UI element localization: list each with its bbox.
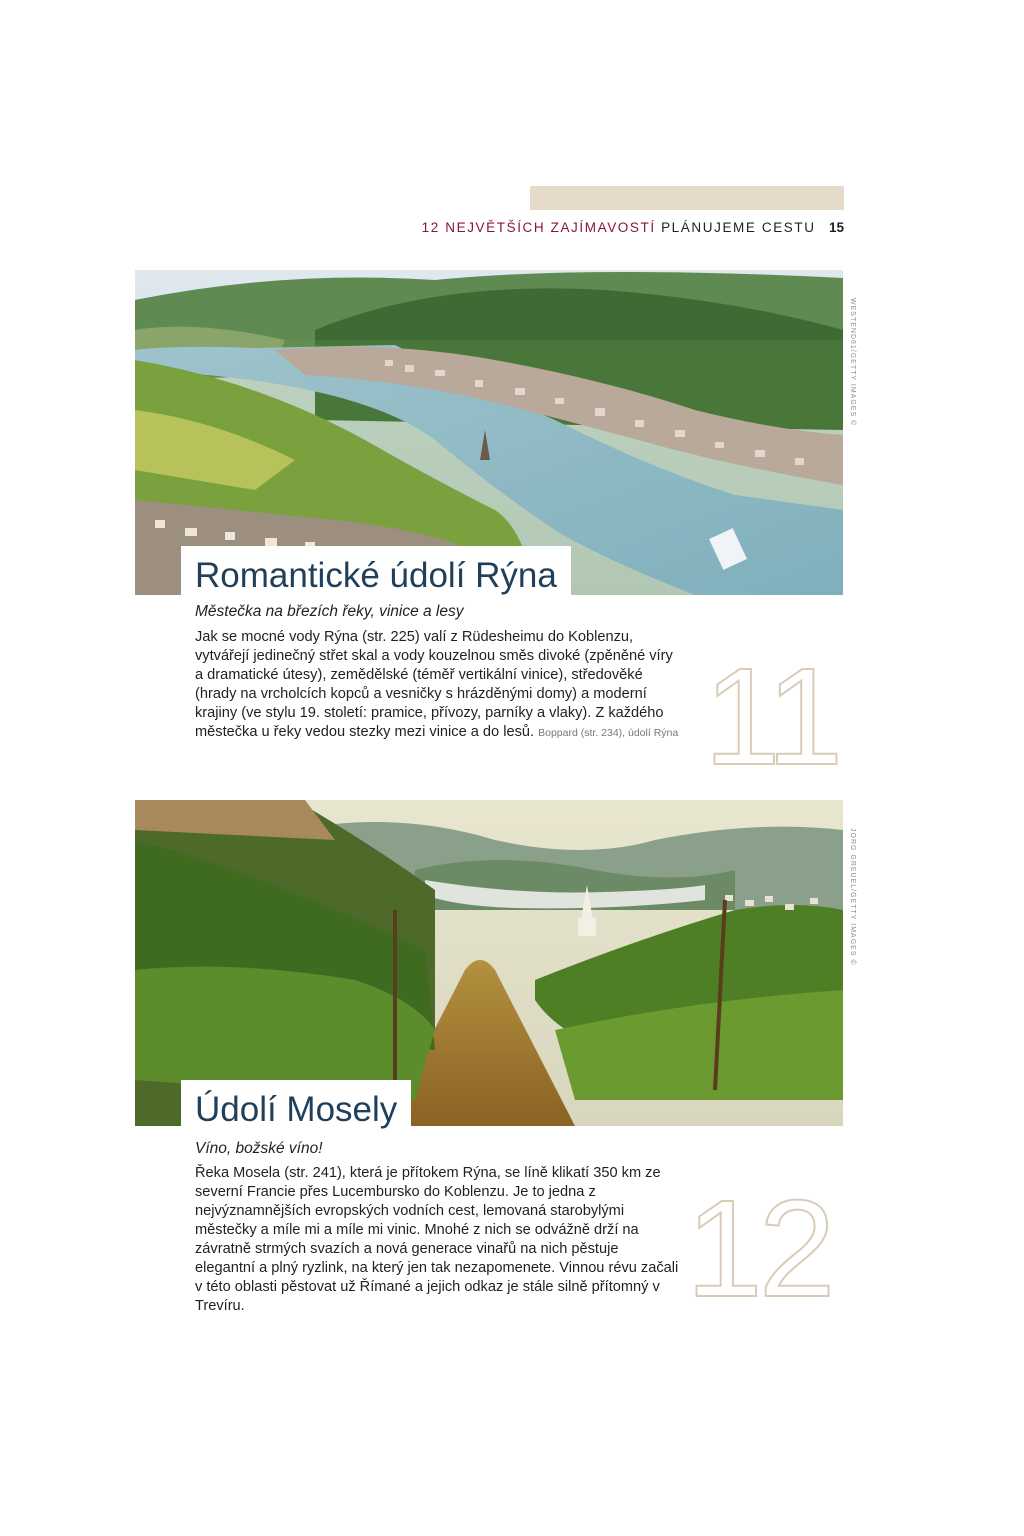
entry-title-moselle: Údolí Mosely <box>181 1080 411 1130</box>
photo-caption-rhine: Boppard (str. 234), údolí Rýna <box>538 727 679 739</box>
entry-number-11: 11 <box>704 640 840 794</box>
entry-body-moselle-text: Řeka Mosela (str. 241), která je přítokem Rýna, se líně klikatí 350 km ze severní Francie přes Lucembursko do Koblenzu. Je to jedna z nejvýznamnějších evropských vodních cest, lemovaná starobylými městečky a míle mi a míle mi vinic. Mnohé z nich se odvážně drží na závratně strmých svazích a nová generace vinařů na nich pěstuje elegantní a plný ryzlink, na který jen tak nezapomenete. Vinnou révu začali v této oblasti pěstovat už Římané a jejich odkaz je stále silně přítomný v Trevíru. <box>195 1165 679 1314</box>
entry-subtitle-rhine: Městečka na březích řeky, vinice a lesy <box>195 603 464 620</box>
entry-title-rhine: Romantické údolí Rýna <box>181 546 571 598</box>
photo-credit-moselle: JORG GREUEL/GETTY IMAGES © <box>849 828 856 966</box>
running-head <box>422 220 844 235</box>
entry-body-moselle <box>195 1164 680 1316</box>
photo-credit-rhine: WESTEND61/GETTY IMAGES © <box>849 298 856 427</box>
entry-body-rhine <box>195 628 680 743</box>
entry-body-rhine-text: Jak se mocné vody Rýna (str. 225) valí z Rüdesheimu do Koblenzu, vytvářejí jedinečný střet skal a vody kouzelnou směs divoké (zpěněné víry a dramatické útesy), zemědělské (téměř vertikální vinice), středověké (hrady na vrcholcích kopců a vesničky s hrázděnými domy) a moderní krajiny (ve stylu 19. století: pramice, přívozy, parníky a vlaky). Z každého městečka u řeky vedou stezky mezi vinice a do lesů. <box>195 629 673 740</box>
entry-number-12: 12 <box>686 1172 832 1326</box>
page-tab-bar <box>530 186 844 210</box>
page-number: 15 <box>828 220 844 235</box>
running-head-section: 12 NEJVĚTŠÍCH ZAJÍMAVOSTÍ <box>421 220 656 235</box>
entry-subtitle-moselle: Víno, božské víno! <box>195 1140 323 1157</box>
moselle-valley-photo <box>135 800 843 1126</box>
running-head-chapter: PLÁNUJEME CESTU <box>661 220 816 235</box>
